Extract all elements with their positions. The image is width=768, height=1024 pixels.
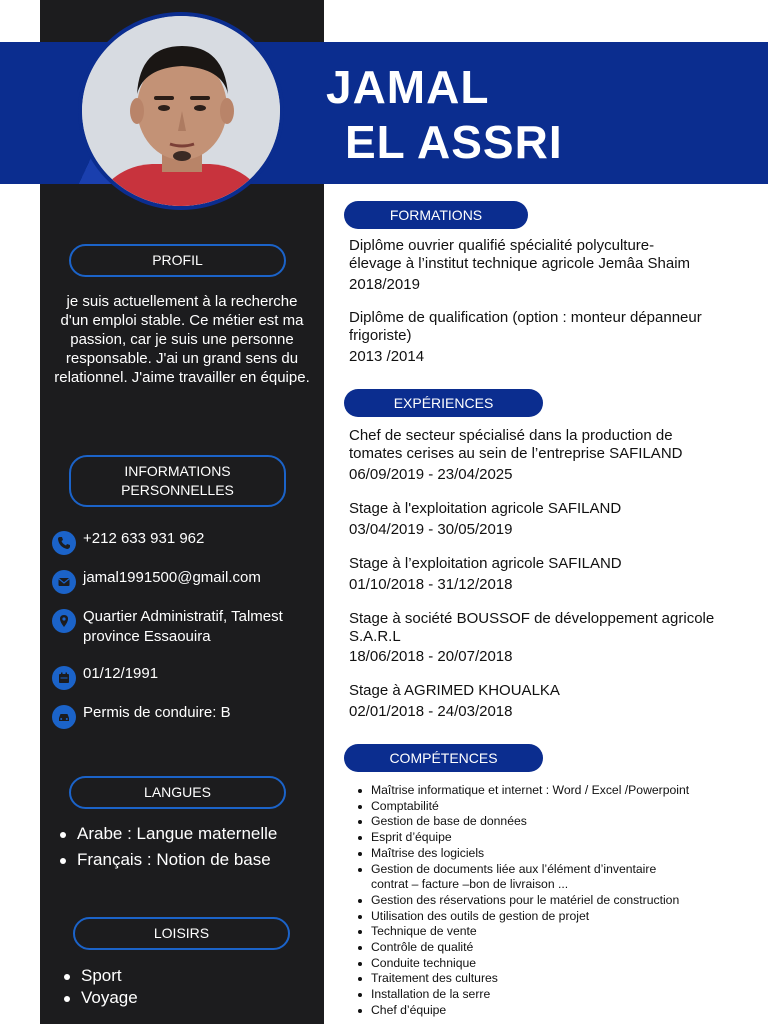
location-pin-icon — [52, 609, 76, 633]
competence-item: Chef d’équipe — [356, 1003, 764, 1019]
info-heading-line2: PERSONNELLES — [121, 482, 234, 498]
formations-heading-label: FORMATIONS — [389, 207, 483, 223]
license-text: Permis de conduire: B — [83, 704, 231, 721]
loisirs-heading — [73, 917, 290, 950]
competence-item: Esprit d’équipe — [356, 830, 764, 846]
profil-text: je suis actuellement à la recherche d'un emploi stable. Ce métier est ma passion, car je suis une personne responsable. J'ai un grand sens du relationnel. J'aime travailler en équipe. — [54, 293, 310, 386]
experiences-heading-label: EXPÉRIENCES — [393, 395, 494, 411]
competence-item: Comptabilité — [356, 799, 764, 815]
competence-item-continuation: contrat – facture –bon de livraison ... — [371, 877, 569, 892]
competence-item: Gestion de documents liée aux l’élément d’inventaire — [356, 862, 764, 878]
contact-birthdate — [52, 664, 158, 690]
competence-item: Contrôle de qualité — [356, 940, 764, 956]
langues-heading-label: LANGUES — [144, 784, 211, 800]
experience-title-line1: Chef de secteur spécialisé dans la production de — [349, 427, 673, 444]
formations-heading — [344, 201, 528, 229]
experience-date: 03/04/2019 - 30/05/2019 — [349, 521, 513, 538]
competence-item: Technique de vente — [356, 924, 764, 940]
birthdate-text: 01/12/1991 — [83, 665, 159, 682]
experience-title — [349, 555, 763, 573]
contact-phone — [52, 529, 204, 555]
langues-list — [57, 821, 277, 873]
formation-date: 2013 /2014 — [349, 348, 425, 365]
competences-heading — [344, 744, 543, 772]
loisir-item: Sport — [61, 965, 138, 987]
person-portrait-illustration — [82, 16, 280, 206]
formation-title — [349, 309, 763, 345]
loisir-item: Voyage — [61, 987, 138, 1009]
experience-title-line2: S.A.R.L — [349, 628, 401, 645]
competence-item: Maîtrise informatique et internet : Word / Excel /Powerpoint — [356, 783, 764, 799]
address-line1: Quartier Administratif, Talmest — [83, 608, 283, 625]
competences-heading-label: COMPÉTENCES — [389, 750, 498, 766]
langues-heading — [69, 776, 286, 809]
experience-date: 18/06/2018 - 20/07/2018 — [349, 648, 513, 665]
car-icon — [52, 705, 76, 729]
name-first: JAMAL — [326, 61, 490, 113]
competences-list — [356, 783, 764, 1019]
loisirs-heading-label: LOISIRS — [153, 925, 210, 941]
competence-item: Traitement des cultures — [356, 971, 764, 987]
competence-item: Gestion des réservations pour le matériel de construction — [356, 893, 764, 909]
langue-item: Arabe : Langue maternelle — [57, 821, 277, 847]
experience-title — [349, 682, 763, 700]
competence-item: Conduite technique — [356, 956, 764, 972]
competence-item: Gestion de base de données — [356, 814, 764, 830]
experience-date: 01/10/2018 - 31/12/2018 — [349, 576, 513, 593]
contact-address — [52, 607, 283, 647]
formation-date: 2018/2019 — [349, 276, 420, 293]
formation-title — [349, 237, 763, 273]
competence-item: Maîtrise des logiciels — [356, 846, 764, 862]
contact-email — [52, 568, 261, 594]
address-line2: province Essaouira — [83, 628, 211, 645]
experiences-heading — [344, 389, 543, 417]
formation-title-line2: frigoriste) — [349, 327, 412, 344]
experience-title — [349, 427, 763, 463]
phone-icon — [52, 531, 76, 555]
header-band-left — [0, 42, 40, 184]
phone-text: +212 633 931 962 — [83, 530, 205, 547]
formation-title-line1: Diplôme ouvrier qualifié spécialité polyculture- — [349, 237, 655, 254]
calendar-icon — [52, 666, 76, 690]
name-last: EL ASSRI — [345, 116, 563, 168]
address-text — [83, 607, 283, 647]
formation-title-line1: Diplôme de qualification (option : monteur dépanneur — [349, 309, 702, 326]
formation-title-line2: élevage à l’institut technique agricole Jemâa Shaim — [349, 255, 691, 272]
langue-item: Français : Notion de base — [57, 847, 277, 873]
experience-date: 02/01/2018 - 24/03/2018 — [349, 703, 513, 720]
profile-photo-image — [82, 16, 280, 206]
email-text: jamal1991500@gmail.com — [83, 569, 261, 586]
experience-title-line1: Stage à AGRIMED KHOUALKA — [349, 682, 560, 699]
experience-title-line1: Stage à l'exploitation agricole SAFILAND — [349, 500, 622, 517]
profil-heading-label: PROFIL — [152, 252, 203, 268]
info-heading — [69, 455, 286, 507]
experience-date: 06/09/2019 - 23/04/2025 — [349, 466, 513, 483]
email-icon — [52, 570, 76, 594]
competence-item: Utilisation des outils de gestion de projet — [356, 909, 764, 925]
profil-heading — [69, 244, 286, 277]
experience-title-line2: tomates cerises au sein de l’entreprise SAFILAND — [349, 445, 683, 462]
info-heading-line1: INFORMATIONS — [124, 463, 231, 479]
profile-photo — [78, 12, 284, 210]
experience-title-line1: Stage à société BOUSSOF de développement agricole — [349, 610, 715, 627]
loisirs-list — [61, 965, 138, 1009]
competence-item: Installation de la serre — [356, 987, 764, 1003]
experience-title-line1: Stage à l’exploitation agricole SAFILAND — [349, 555, 622, 572]
contact-license — [52, 703, 231, 729]
experience-title — [349, 500, 763, 518]
experience-title — [349, 610, 763, 646]
